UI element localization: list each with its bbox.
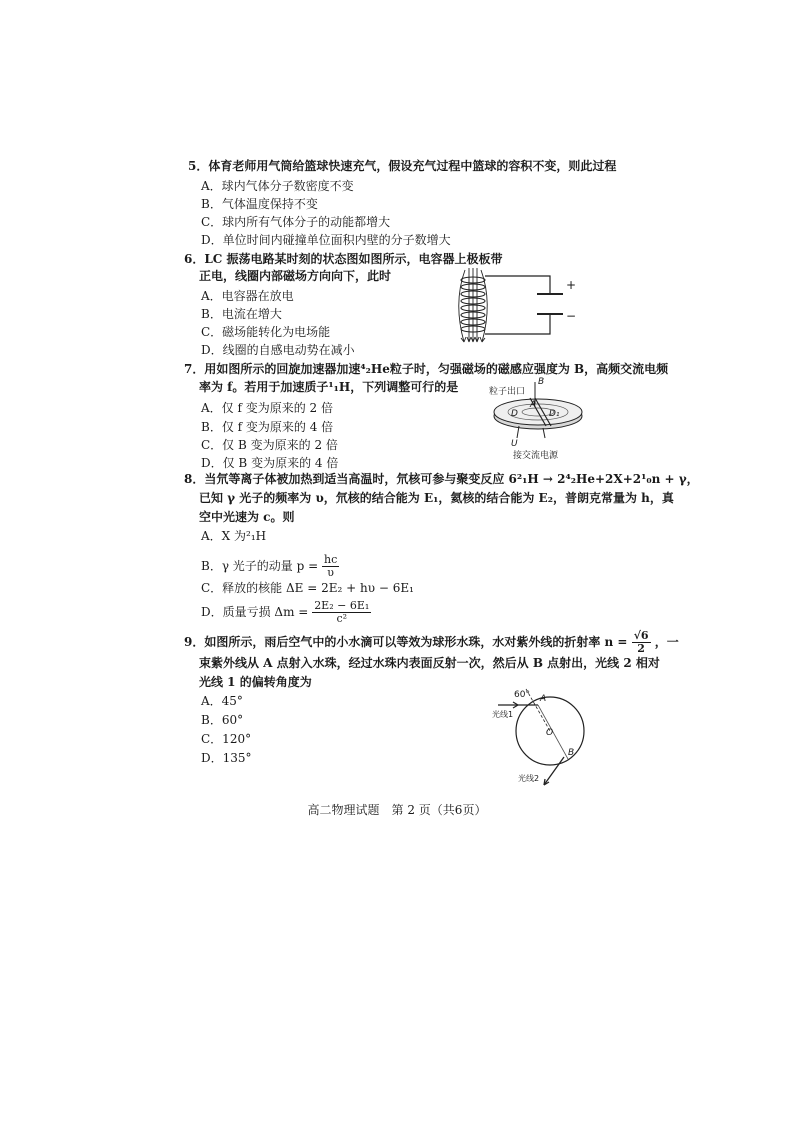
- voltage-u-label: U: [511, 439, 518, 449]
- particle-outlet-label: 粒子出口: [489, 387, 526, 397]
- cyclotron-figure: [483, 374, 593, 460]
- center-o-label: O: [546, 728, 554, 738]
- q6-option-b: B．电流在增大: [201, 307, 282, 321]
- q9-stem-1-text: 9．如图所示，雨后空气中的小水滴可以等效为球形水珠，水对紫外线的折射率 n =: [184, 635, 628, 649]
- q8-stem-1: 8．当氘等离子体被加热到适当高温时，氘核可参与聚变反应 6²₁H → 2⁴₂He+2X+2¹₀n + γ，: [184, 472, 699, 486]
- angle-label: 60°: [514, 690, 530, 700]
- q9-stem-1-tail: ，一: [654, 635, 679, 649]
- q9-option-d: D．135°: [201, 751, 252, 765]
- q8-option-d-fraction: [312, 600, 371, 625]
- q7-stem-1: 7．用如图所示的回旋加速器加速⁴₂He粒子时，匀强磁场的磁感应强度为 B，高频交流电频: [184, 362, 669, 376]
- q5-stem: 5．体育老师用气筒给篮球快速充气，假设充气过程中篮球的容积不变，则此过程: [188, 159, 617, 173]
- lc-circuit-figure: [455, 262, 585, 350]
- q6-option-a: A．电容器在放电: [201, 289, 294, 303]
- q6-option-d: D．线圈的自感电动势在减小: [201, 343, 355, 357]
- capacitor-plus-label: +: [566, 278, 577, 292]
- point-a-label: A: [540, 694, 547, 704]
- q8-option-d-text: D．质量亏损 Δm =: [201, 605, 309, 619]
- q8-option-b-numerator: hc: [324, 553, 338, 566]
- q7-option-d: D．仅 B 变为原来的 4 倍: [201, 456, 339, 470]
- q9-option-a: A．45°: [201, 694, 243, 708]
- q6-stem-1: 6．LC 振荡电路某时刻的状态图如图所示，电容器上极板带: [184, 252, 503, 266]
- ac-source-label: 接交流电源: [513, 451, 559, 460]
- d-disk-label: D: [511, 409, 518, 419]
- point-b-label: B: [568, 748, 575, 758]
- q8-option-a: A．X 为²₁H: [201, 529, 267, 543]
- ray-1-label: 光线1: [492, 710, 514, 719]
- q5-option-c: C．球内所有气体分子的动能都增大: [201, 215, 391, 229]
- q9-stem-2: 束紫外线从 A 点射入水珠，经过水珠内表面反射一次，然后从 B 点射出，光线 2 相对: [199, 656, 660, 670]
- d1-disk-label: D₁: [549, 409, 560, 419]
- q8-stem-2: 已知 γ 光子的频率为 υ，氘核的结合能为 E₁，氦核的结合能为 E₂，普朗克常量为 h，真: [199, 491, 674, 505]
- q9-index-numerator: √6: [633, 629, 649, 642]
- q8-option-b-denominator: υ: [327, 566, 334, 579]
- water-droplet-figure: [488, 685, 598, 789]
- q5-option-b: B．气体温度保持不变: [201, 197, 318, 211]
- q9-refractive-index-fraction: [632, 630, 651, 655]
- point-a-label: A: [530, 400, 537, 410]
- q7-option-a: A．仅 f 变为原来的 2 倍: [201, 401, 334, 415]
- q8-option-d-numerator: 2E₂ − 6E₁: [314, 599, 370, 612]
- q7-option-c: C．仅 B 变为原来的 2 倍: [201, 438, 338, 452]
- q8-option-d: [201, 600, 371, 625]
- capacitor-minus-label: −: [566, 309, 577, 323]
- ray-2-label: 光线2: [518, 774, 540, 783]
- q8-option-b-fraction: [322, 554, 339, 579]
- q9-index-denominator: 2: [637, 642, 645, 655]
- q6-option-c: C．磁场能转化为电场能: [201, 325, 331, 339]
- q9-stem-1: [184, 630, 679, 655]
- q9-stem-3: 光线 1 的偏转角度为: [199, 675, 312, 689]
- q8-option-d-denominator: c²: [336, 612, 348, 625]
- q8-stem-3: 空中光速为 c。则: [199, 510, 295, 524]
- q8-option-b: [201, 554, 339, 579]
- q9-option-c: C．120°: [201, 732, 252, 746]
- q9-option-b: B．60°: [201, 713, 244, 727]
- q5-option-d: D．单位时间内碰撞单位面积内壁的分子数增大: [201, 233, 451, 247]
- q6-stem-2: 正电，线圈内部磁场方向向下，此时: [199, 269, 392, 283]
- q7-option-b: B．仅 f 变为原来的 4 倍: [201, 420, 334, 434]
- field-b-label: B: [538, 377, 545, 387]
- q5-option-a: A．球内气体分子数密度不变: [201, 179, 354, 193]
- page-footer: 高二物理试题 第 2 页（共6页）: [307, 803, 487, 817]
- q7-stem-2: 率为 f。若用于加速质子¹₁H，下列调整可行的是: [199, 380, 459, 394]
- q8-option-b-text: B．γ 光子的动量 p =: [201, 559, 319, 573]
- q8-option-c: C．释放的核能 ΔE = 2E₂ + hυ − 6E₁: [201, 581, 414, 595]
